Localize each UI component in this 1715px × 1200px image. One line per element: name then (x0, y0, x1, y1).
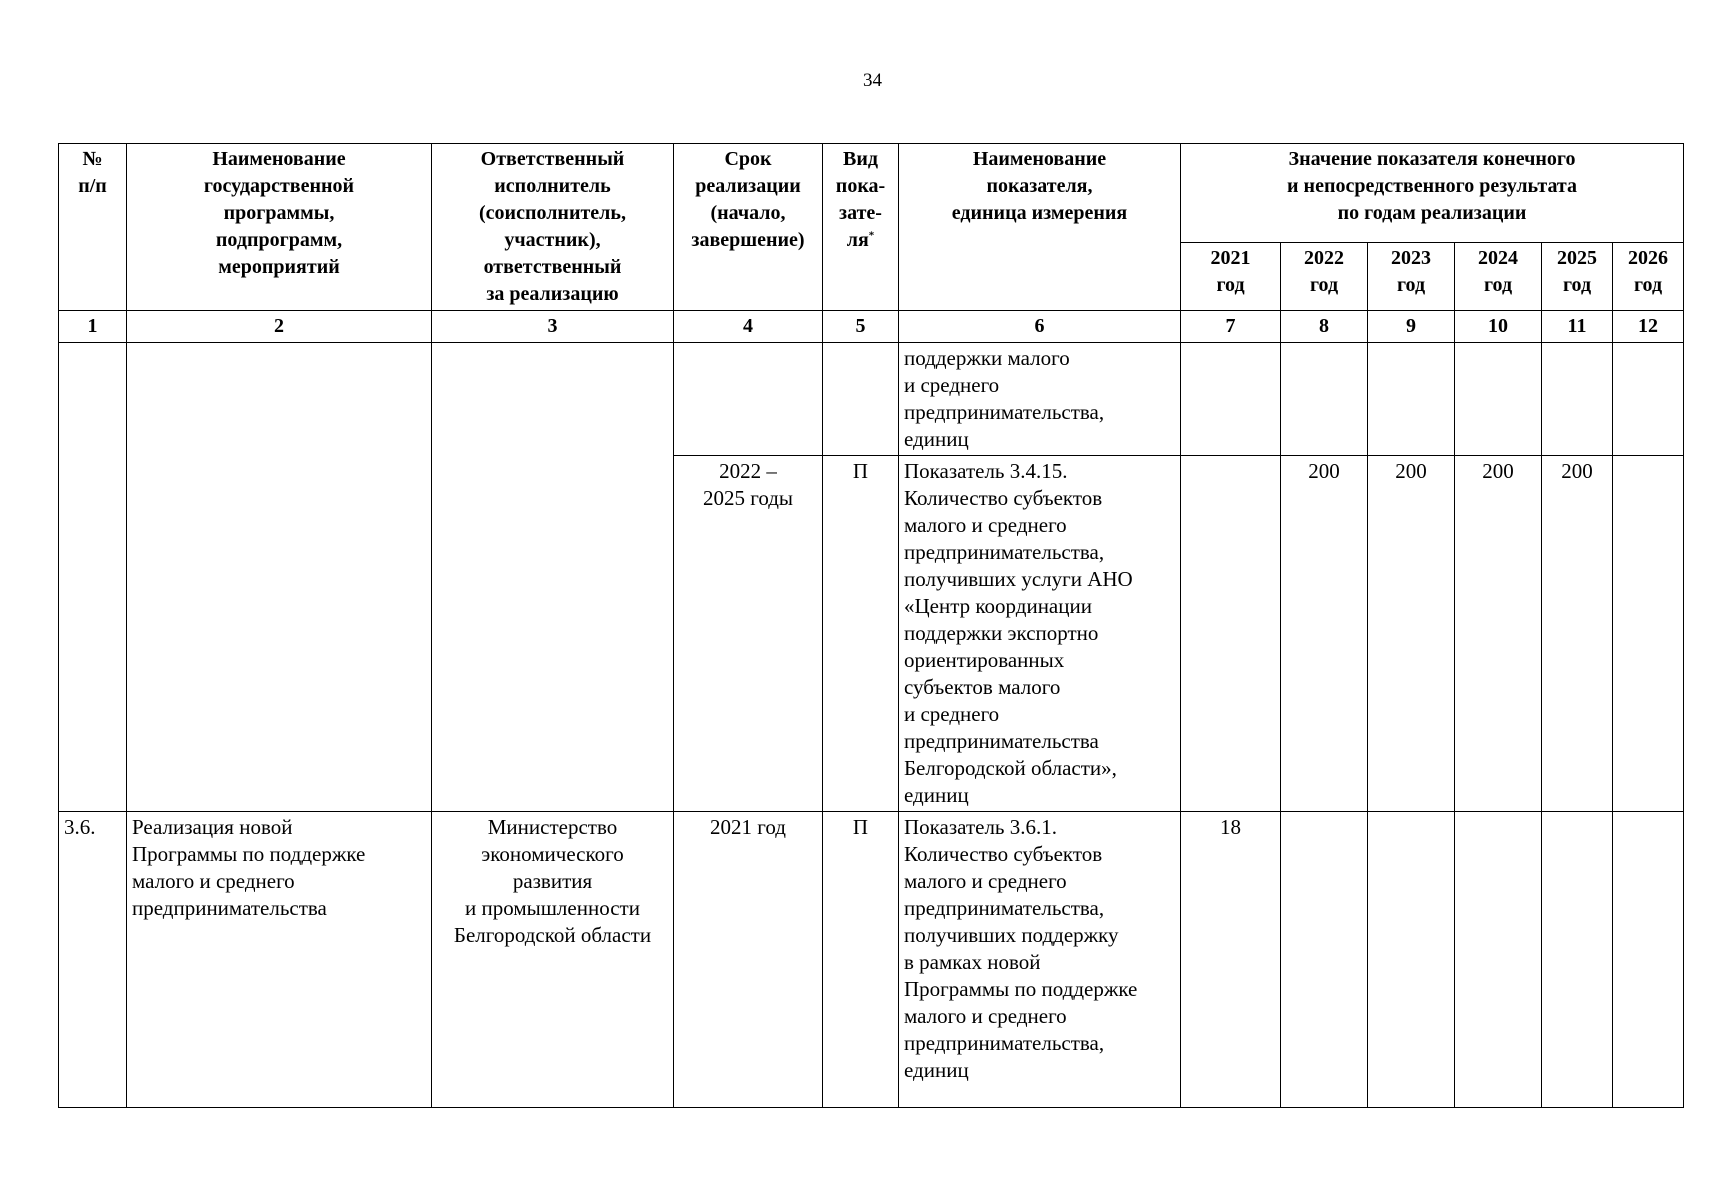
header-responsible: Ответственный исполнитель (соисполнитель, участник), ответственный за реализацию (432, 144, 674, 311)
column-number: 3 (432, 311, 674, 343)
column-number: 11 (1542, 311, 1613, 343)
cell-value-2025 (1542, 812, 1613, 1108)
column-number: 5 (823, 311, 899, 343)
header-number: № п/п (59, 144, 127, 311)
cell-indicator-type (823, 343, 899, 456)
column-number: 6 (899, 311, 1181, 343)
cell-period: 2021 год (674, 812, 823, 1108)
header-program-name: Наименование государственной программы, подпрограмм, мероприятий (127, 144, 432, 311)
cell-value-2026 (1613, 812, 1684, 1108)
column-number: 12 (1613, 311, 1684, 343)
header-year-2025: 2025 год (1542, 243, 1613, 311)
header-row (59, 144, 1684, 243)
column-number: 1 (59, 311, 127, 343)
cell-value-2022: 200 (1281, 456, 1368, 812)
header-indicator-type (823, 144, 899, 311)
column-number: 8 (1281, 311, 1368, 343)
cell-value-2025: 200 (1542, 456, 1613, 812)
header-year-2026: 2026 год (1613, 243, 1684, 311)
cell-program-name: Реализация новой Программы по поддержке малого и среднего предпринимательства (127, 812, 432, 1108)
table-row (59, 343, 1684, 456)
cell-indicator-type: П (823, 456, 899, 812)
cell-value (1368, 343, 1455, 456)
cell-value-2022 (1281, 812, 1368, 1108)
cell-value (1542, 343, 1613, 456)
cell-indicator-name: Показатель 3.6.1. Количество субъектов малого и среднего предпринимательства, получивших поддержку в рамках новой Программы по поддержке малого и среднего предпринимательства, единиц (899, 812, 1181, 1108)
page-number: 34 (863, 70, 882, 91)
column-number-row (59, 311, 1684, 343)
cell-value (1281, 343, 1368, 456)
header-values-group: Значение показателя конечного и непосредственного результата по годам реализации (1181, 144, 1684, 243)
column-number: 2 (127, 311, 432, 343)
column-number: 10 (1455, 311, 1542, 343)
cell-value-2024 (1455, 812, 1542, 1108)
header-period: Срок реализации (начало, завершение) (674, 144, 823, 311)
cell-value-2026 (1613, 456, 1684, 812)
cell-indicator-name: Показатель 3.4.15. Количество субъектов малого и среднего предпринимательства, получивших услуги АНО «Центр координации поддержки экспортно ориентированных субъектов малого и среднего предпринимательства Белгородской области», единиц (899, 456, 1181, 812)
cell-indicator-type: П (823, 812, 899, 1108)
header-year-2022: 2022 год (1281, 243, 1368, 311)
cell-value-2023: 200 (1368, 456, 1455, 812)
cell-value-2021: 18 (1181, 812, 1281, 1108)
cell-period (674, 343, 823, 456)
cell-responsible (432, 343, 674, 812)
column-number: 9 (1368, 311, 1455, 343)
cell-value (1613, 343, 1684, 456)
cell-number: 3.6. (59, 812, 127, 1108)
cell-program-name (127, 343, 432, 812)
header-year-2024: 2024 год (1455, 243, 1542, 311)
cell-value-2023 (1368, 812, 1455, 1108)
cell-value (1455, 343, 1542, 456)
cell-responsible: Министерство экономического развития и промышленности Белгородской области (432, 812, 674, 1108)
cell-number (59, 343, 127, 812)
column-number: 4 (674, 311, 823, 343)
column-number: 7 (1181, 311, 1281, 343)
cell-value-2021 (1181, 456, 1281, 812)
header-indicator-type-label: Вид пока- зате- ля (835, 148, 886, 251)
cell-indicator-name: поддержки малого и среднего предпринимательства, единиц (899, 343, 1181, 456)
header-indicator-name: Наименование показателя, единица измерения (899, 144, 1181, 311)
cell-period: 2022 – 2025 годы (674, 456, 823, 812)
header-year-2023: 2023 год (1368, 243, 1455, 311)
cell-value (1181, 343, 1281, 456)
footnote-mark: * (868, 229, 875, 242)
cell-value-2024: 200 (1455, 456, 1542, 812)
header-year-2021: 2021 год (1181, 243, 1281, 311)
indicator-table (58, 143, 1684, 1108)
table-row (59, 812, 1684, 1108)
